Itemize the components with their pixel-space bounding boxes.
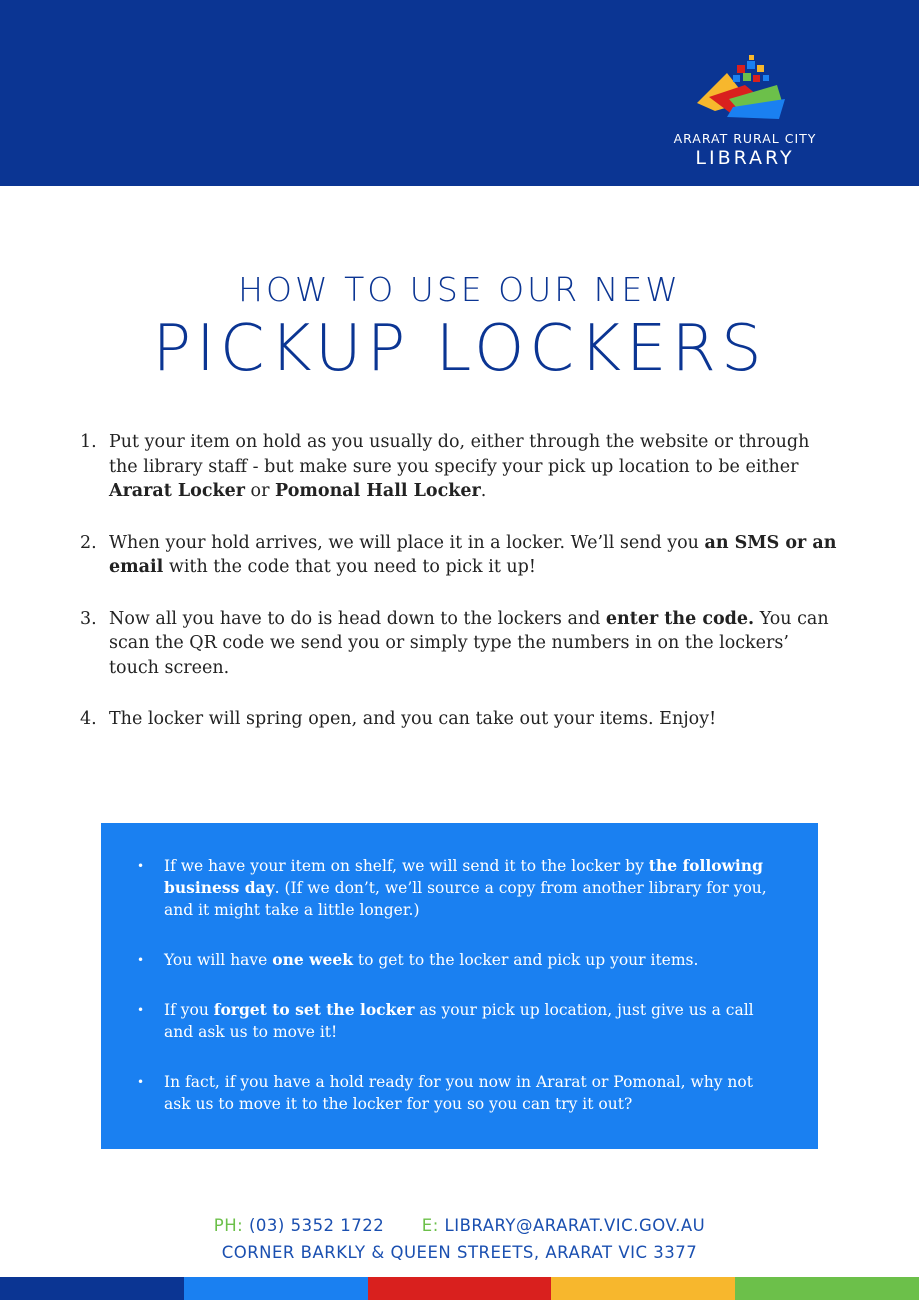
emphasis-text: Ararat Locker	[109, 481, 245, 501]
body-text: In fact, if you have a hold ready for you now in Ararat or Pomonal, why not ask us to move it to the locker for you so you can try it out?	[164, 1073, 753, 1113]
address-line: CORNER BARKLY & QUEEN STREETS, ARARAT VIC 3377	[221, 1243, 698, 1262]
body-text: The locker will spring open, and you can take out your items. Enjoy!	[109, 709, 717, 729]
bullet-icon: •	[137, 1075, 145, 1089]
color-stripe-bar	[0, 1277, 919, 1300]
step-item-3	[80, 607, 840, 681]
bullet-icon: •	[137, 953, 145, 967]
step-item-4	[80, 707, 840, 732]
email-label: E:	[421, 1216, 439, 1235]
body-text: When your hold arrives, we will place it in a locker. We’ll send you	[109, 532, 705, 553]
emphasis-text: an SMS or an email	[109, 532, 837, 577]
phone-number: (03) 5352 1722	[248, 1216, 385, 1235]
info-note-3	[133, 999, 773, 1043]
body-text: or	[244, 481, 276, 501]
stripe-segment-3	[368, 1277, 552, 1300]
step-number: 3.	[80, 608, 97, 629]
logo-text-line1: ARARAT RURAL CITY	[673, 131, 817, 146]
logo-text-line2: LIBRARY	[695, 147, 795, 169]
contact-line	[0, 1216, 919, 1235]
step-number: 4.	[80, 709, 97, 729]
title-subheading: HOW TO USE OUR NEW	[238, 270, 681, 309]
step-item-1	[80, 430, 840, 504]
steps-list	[80, 430, 840, 759]
body-text: Now all you have to do is head down to the lockers and	[109, 608, 606, 629]
bullet-icon: •	[137, 1003, 145, 1017]
stripe-segment-1	[0, 1277, 184, 1300]
emphasis-text: Pomonal Hall Locker	[275, 481, 481, 501]
body-text: You can scan the QR code we send you or simply type the numbers in on the lockers’ touch screen.	[109, 608, 829, 678]
info-note-4	[133, 1071, 773, 1115]
emphasis-text: the following business day	[164, 856, 763, 897]
email-address: LIBRARY@ARARAT.VIC.GOV.AU	[444, 1216, 706, 1235]
page-title: PICKUP LOCKERS	[152, 312, 767, 386]
header-banner	[0, 0, 919, 186]
info-box	[101, 823, 818, 1149]
bullet-icon: •	[137, 859, 145, 873]
emphasis-text: forget to set the locker	[213, 1000, 415, 1019]
logo-graphic-icon	[693, 55, 797, 125]
emphasis-text: one week	[272, 950, 353, 969]
stripe-segment-4	[551, 1277, 735, 1300]
stripe-segment-2	[184, 1277, 368, 1300]
info-note-1	[133, 855, 773, 921]
body-text: with the code that you need to pick it up!	[163, 557, 536, 577]
info-note-2	[133, 949, 773, 971]
body-text: If you	[164, 1001, 214, 1019]
body-text: as your pick up location, just give us a call and ask us to move it!	[164, 1001, 754, 1041]
body-text: You will have	[164, 951, 273, 969]
body-text: . (If we don’t, we’ll source a copy from another library for you, and it might take a little longer.)	[164, 879, 767, 919]
body-text: Put your item on hold as you usually do, either through the website or through the library staff - but make sure you specify your pick up location to be either	[109, 432, 810, 477]
library-logo	[655, 55, 835, 175]
emphasis-text: enter the code.	[605, 608, 755, 629]
info-notes-list	[133, 855, 773, 1143]
step-number: 2.	[80, 532, 97, 553]
phone-label: PH:	[213, 1216, 244, 1235]
body-text: to get to the locker and pick up your items.	[352, 951, 699, 969]
stripe-segment-5	[735, 1277, 919, 1300]
body-text: .	[480, 481, 487, 501]
step-item-2	[80, 531, 840, 580]
step-number: 1.	[80, 432, 97, 452]
body-text: If we have your item on shelf, we will send it to the locker by	[164, 857, 649, 875]
